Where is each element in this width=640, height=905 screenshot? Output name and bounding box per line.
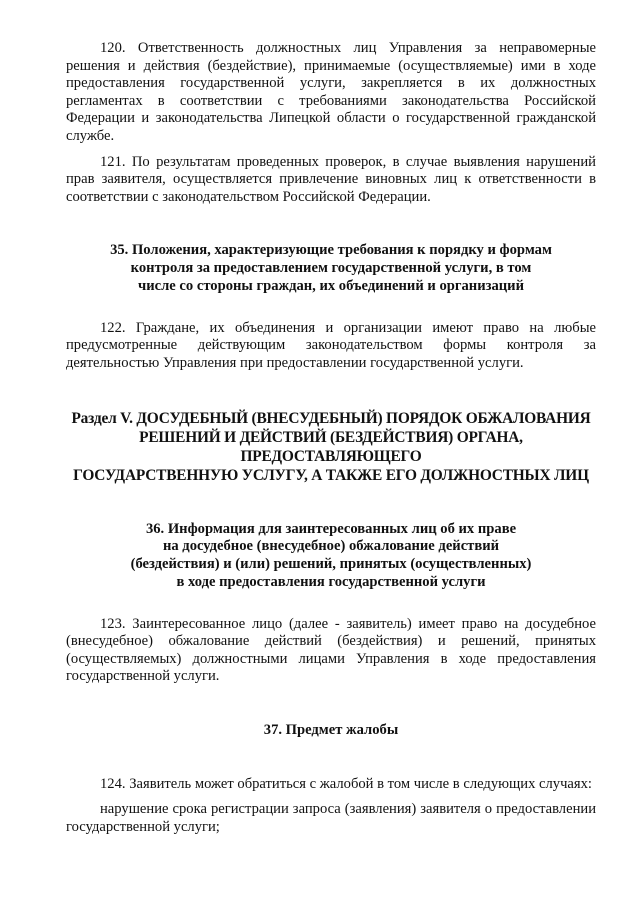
paragraph-122: 122. Граждане, их объединения и организации имеют право на любые предусмотренные действующим законодательством формы контроля за деятельностью Управления при предоставлении государственной услуги. [66, 319, 596, 371]
paragraph-124-item-1: нарушение срока регистрации запроса (заявления) заявителя о предоставлении государственной услуги; [66, 801, 596, 836]
paragraph-124: 124. Заявитель может обратиться с жалобой в том числе в следующих случаях: [100, 775, 592, 792]
heading-35-line-2: контроля за предоставлением государственной услуги, в том [130, 260, 532, 277]
paragraph-120: 120. Ответственность должностных лиц Управления за неправомерные решения и действия (бездействие), принимаемые (осуществляемые) ими в ходе предоставления государственной услуги, закрепляется в их должностных регламентах в соответствии с требованиями законодательства Российской Федерации и законодательства Липецкой области о государственной гражданской службе. [66, 40, 596, 144]
section-5-title [66, 409, 596, 485]
section-5-line-4: ГОСУДАРСТВЕННУЮ УСЛУГУ, А ТАКЖЕ ЕГО ДОЛЖНОСТНЫХ ЛИЦ [73, 466, 589, 484]
heading-35-line-1: 35. Положения, характеризующие требования к порядку и формам [110, 242, 552, 259]
section-5-line-2: РЕШЕНИЙ И ДЕЙСТВИЙ (БЕЗДЕЙСТВИЯ) ОРГАНА, [139, 428, 523, 446]
heading-36 [66, 521, 596, 592]
heading-36-line-3: (бездействия) и (или) решений, принятых (осуществленных) [130, 556, 532, 573]
heading-36-line-1: 36. Информация для заинтересованных лиц об их праве [145, 520, 517, 537]
document-page [66, 40, 596, 837]
section-5-line-1: Раздел V. ДОСУДЕБНЫЙ (ВНЕСУДЕБНЫЙ) ПОРЯДОК ОБЖАЛОВАНИЯ [71, 409, 591, 427]
heading-37: 37. Предмет жалобы [263, 722, 399, 739]
paragraph-123: 123. Заинтересованное лицо (далее - заявитель) имеет право на досудебное (внесудебное) обжалование действий (бездействия) и решений, принятых (осуществляемых) должностными лицами Управления в ходе предоставления государственной услуги. [66, 615, 596, 685]
heading-36-line-4: в ходе предоставления государственной услуги [176, 573, 486, 590]
heading-36-line-2: на досудебное (внесудебное) обжалование действий [162, 538, 500, 555]
paragraph-121: 121. По результатам проведенных проверок, в случае выявления нарушений прав заявителя, осуществляется привлечение виновных лиц к ответственности в соответствии с законодательством Российской Федерации. [66, 153, 596, 205]
heading-35-line-3: числе со стороны граждан, их объединений и организаций [137, 277, 524, 294]
section-5-line-3: ПРЕДОСТАВЛЯЮЩЕГО [240, 447, 422, 465]
heading-35 [66, 242, 596, 295]
